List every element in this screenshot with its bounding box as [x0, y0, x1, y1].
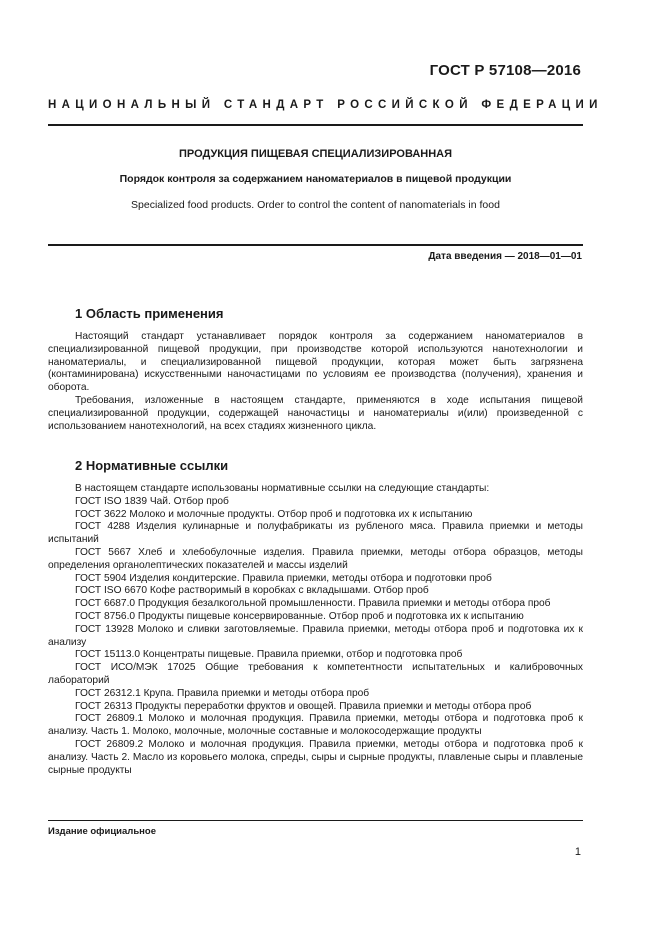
- national-standard-banner: НАЦИОНАЛЬНЫЙ СТАНДАРТ РОССИЙСКОЙ ФЕДЕРАЦИИ: [48, 99, 603, 111]
- section-heading: 1 Область применения: [75, 306, 224, 321]
- reference-item: ГОСТ ISO 6670 Кофе растворимый в коробках с вкладышами. Отбор проб: [75, 585, 429, 597]
- paragraph: Настоящий стандарт устанавливает порядок контроля за содержанием наноматериалов в специализированной пищевой продукции, при производстве которой используются нанотехнологии и наноматериалы, и специализированной пищевой продукции, которая может быть загрязнена (контаминирована) искусственными наночастицами по условиям ее производства (получения), хранения и оборота.: [48, 331, 583, 394]
- reference-item: ГОСТ ISO 1839 Чай. Отбор проб: [75, 495, 229, 507]
- reference-item: ГОСТ 3622 Молоко и молочные продукты. Отбор проб и подготовка их к испытанию: [75, 508, 473, 520]
- section-scope: [48, 306, 583, 433]
- reference-item: ГОСТ 15113.0 Концентраты пищевые. Правила приемки, отбор и подготовка проб: [75, 649, 463, 661]
- official-edition-label: Издание официальное: [48, 826, 156, 837]
- reference-item: ГОСТ 5904 Изделия кондитерские. Правила приемки, методы отбора и подготовки проб: [75, 572, 492, 584]
- reference-item: ГОСТ 8756.0 Продукты пищевые консервированные. Отбор проб и подготовка их к испытанию: [75, 610, 524, 622]
- document-subtitle: Порядок контроля за содержанием наноматериалов в пищевой продукции: [119, 173, 512, 185]
- top-divider: [48, 124, 583, 126]
- document-code: ГОСТ Р 57108—2016: [429, 62, 581, 79]
- reference-item: ГОСТ 26809.1 Молоко и молочная продукция. Правила приемки, методы отбора и подготовка проб к анализу. Часть 1. Молоко, молочные, молочные составные и молокосодержащие продукты: [48, 713, 583, 738]
- paragraph: Требования, изложенные в настоящем стандарте, применяются в ходе испытания пищевой специализированной продукции, содержащей наночастицы и наноматериалы и(или) произведенной с использованием нанотехнологий, на всех стадиях жизненного цикла.: [48, 394, 583, 432]
- reference-item: ГОСТ 13928 Молоко и сливки заготовляемые. Правила приемки, методы отбора проб и подготовка их к анализу: [48, 623, 583, 648]
- reference-item: ГОСТ 26312.1 Крупа. Правила приемки и методы отбора проб: [75, 687, 370, 699]
- reference-item: ГОСТ 5667 Хлеб и хлебобулочные изделия. Правила приемки, методы отбора образцов, методы определения органолептических показателей и массы изделий: [48, 546, 583, 571]
- reference-item: ГОСТ 26809.2 Молоко и молочная продукция. Правила приемки, методы отбора и подготовка проб к анализу. Часть 2. Масло из коровьего молока, спреды, сыры и сырные продукты, плавленые сыры и плавленые сырные продукты: [48, 738, 583, 776]
- reference-item: ГОСТ 4288 Изделия кулинарные и полуфабрикаты из рубленого мяса. Правила приемки и методы испытаний: [48, 521, 583, 546]
- reference-item: ГОСТ 6687.0 Продукция безалкогольной промышленности. Правила приемки и методы отбора проб: [75, 598, 551, 610]
- footer-divider: [48, 820, 583, 821]
- document-title: ПРОДУКЦИЯ ПИЩЕВАЯ СПЕЦИАЛИЗИРОВАННАЯ: [178, 148, 453, 160]
- introduction-date: Дата введения — 2018—01—01: [428, 251, 582, 262]
- middle-divider: [48, 244, 583, 246]
- reference-item: ГОСТ 26313 Продукты переработки фруктов и овощей. Правила приемки и методы отбора проб: [75, 700, 532, 712]
- document-title-english: Specialized food products. Order to control the content of nanomaterials in food: [131, 199, 500, 211]
- section-normative-references: [48, 458, 583, 777]
- reference-item: ГОСТ ИСО/МЭК 17025 Общие требования к компетентности испытательных и калибровочных лабораторий: [48, 662, 583, 686]
- paragraph: В настоящем стандарте использованы нормативные ссылки на следующие стандарты:: [75, 483, 490, 494]
- section-heading: 2 Нормативные ссылки: [75, 458, 229, 473]
- page-number: 1: [574, 846, 581, 858]
